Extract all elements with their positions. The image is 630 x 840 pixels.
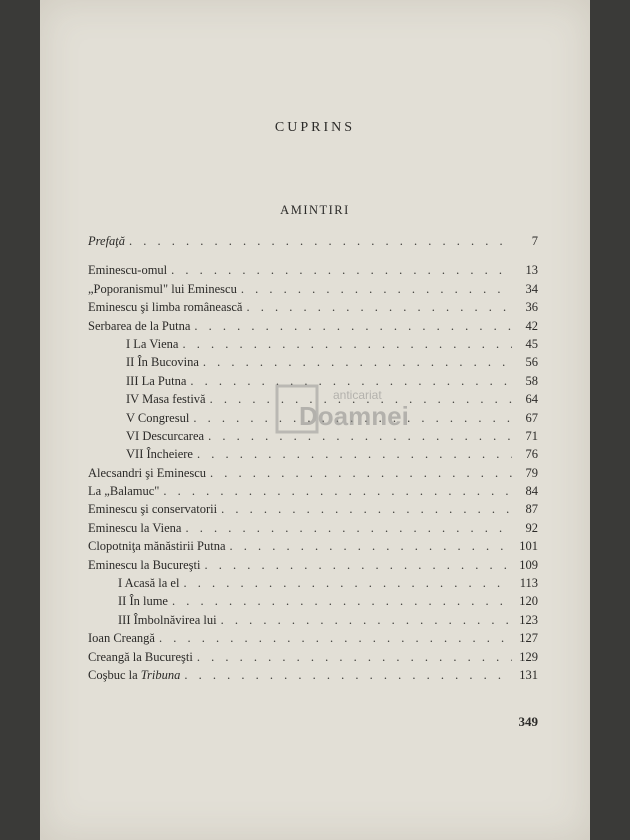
- toc-page: 113: [519, 576, 538, 591]
- page-number: 349: [518, 714, 538, 729]
- toc-page: 36: [525, 300, 538, 315]
- toc-page: 67: [525, 410, 538, 425]
- toc-row: [88, 335, 538, 353]
- toc-title: Clopotniţa mănăstirii Putna: [88, 539, 226, 554]
- table-of-contents: [88, 232, 538, 684]
- toc-title: Alecsandri şi Eminescu: [88, 465, 207, 480]
- toc-page: 120: [519, 594, 538, 609]
- toc-title: II În Bucovina: [126, 355, 199, 370]
- toc-row: [88, 500, 538, 518]
- toc-title: Eminescu la Viena: [88, 520, 182, 535]
- leader-dots: [183, 574, 512, 592]
- leader-dots: [172, 592, 512, 610]
- watermark-main-text: Doamnei: [299, 401, 409, 431]
- toc-row: [88, 666, 538, 684]
- toc-title: Creangă la Bucureşti: [88, 649, 193, 664]
- toc-title-italic: Tribuna: [140, 667, 181, 682]
- toc-title: Eminescu la Bucureşti: [88, 557, 201, 572]
- toc-page: 42: [525, 318, 538, 333]
- toc-page: 34: [525, 281, 538, 296]
- toc-page: 71: [525, 428, 538, 443]
- toc-page: 87: [525, 502, 538, 517]
- toc-page: 58: [525, 373, 538, 388]
- toc-row: [88, 280, 538, 298]
- toc-title: Eminescu-omul: [88, 263, 168, 278]
- toc-title: VI Descurcarea: [126, 428, 205, 443]
- toc-page: 56: [525, 355, 538, 370]
- leader-dots: [230, 537, 513, 555]
- toc-title: „Poporanismul" lui Eminescu: [88, 281, 237, 296]
- toc-title: Eminescu şi conservatorii: [88, 502, 218, 517]
- toc-title: Serbarea de la Putna: [88, 318, 191, 333]
- toc-page: 109: [519, 557, 538, 572]
- toc-row: [88, 317, 538, 335]
- leader-dots: [197, 445, 512, 463]
- toc-page: 13: [525, 263, 538, 278]
- toc-title: [88, 666, 180, 684]
- toc-row: [88, 519, 538, 537]
- toc-page: 129: [519, 649, 538, 664]
- leader-dots: [185, 519, 512, 537]
- toc-title: II În lume: [118, 594, 168, 609]
- toc-row: [88, 464, 538, 482]
- toc-page: 131: [519, 667, 538, 682]
- leader-dots: [197, 648, 512, 666]
- toc-row: [88, 298, 538, 316]
- leader-dots: [241, 280, 512, 298]
- leader-dots: [159, 629, 512, 647]
- toc-row: [88, 232, 538, 250]
- toc-page: 84: [525, 484, 538, 499]
- leader-dots: [203, 353, 512, 371]
- toc-title: V Congresul: [126, 410, 190, 425]
- watermark-top-text: anticariat: [333, 388, 382, 402]
- toc-page: 45: [525, 336, 538, 351]
- toc-page: 64: [525, 392, 538, 407]
- leader-dots: [163, 482, 512, 500]
- toc-row: [88, 648, 538, 666]
- leader-dots: [182, 335, 512, 353]
- toc-row: [88, 611, 538, 629]
- toc-title: Ioan Creangă: [88, 631, 155, 646]
- toc-title: IV Masa festivă: [126, 392, 206, 407]
- toc-page: 123: [519, 612, 538, 627]
- toc-row: [88, 445, 538, 463]
- toc-page: 79: [525, 465, 538, 480]
- toc-page: 7: [531, 234, 538, 248]
- book-page: [40, 0, 590, 840]
- toc-row: [88, 353, 538, 371]
- toc-title: III La Putna: [126, 373, 187, 388]
- toc-page: 127: [519, 631, 538, 646]
- leader-dots: [246, 298, 512, 316]
- leader-dots: [184, 666, 512, 684]
- toc-heading: CUPRINS: [274, 120, 356, 135]
- leader-dots: [129, 232, 512, 250]
- toc-row: [88, 261, 538, 279]
- toc-row: [88, 629, 538, 647]
- toc-row: [88, 537, 538, 555]
- toc-page: 76: [525, 447, 538, 462]
- leader-dots: [221, 611, 512, 629]
- toc-title: I Acasă la el: [118, 576, 180, 591]
- leader-dots: [194, 317, 512, 335]
- toc-row: [88, 556, 538, 574]
- toc-title: La „Balamuc": [88, 484, 160, 499]
- toc-page: 92: [525, 520, 538, 535]
- toc-title: VII Încheiere: [126, 447, 193, 462]
- toc-row: [88, 592, 538, 610]
- leader-dots: [210, 464, 512, 482]
- leader-dots: [221, 500, 512, 518]
- toc-title: I La Viena: [126, 336, 179, 351]
- toc-row: [88, 574, 538, 592]
- leader-dots: [171, 261, 512, 279]
- watermark-logo: [275, 383, 443, 435]
- toc-row: [88, 482, 538, 500]
- toc-title: Prefaţă: [88, 234, 126, 248]
- toc-page: 101: [519, 539, 538, 554]
- section-heading: AMINTIRI: [280, 203, 350, 217]
- toc-title: III Îmbolnăvirea lui: [118, 612, 217, 627]
- toc-title-prefix: Coşbuc la: [88, 667, 138, 682]
- leader-dots: [204, 556, 512, 574]
- toc-title: Eminescu şi limba românească: [88, 300, 243, 315]
